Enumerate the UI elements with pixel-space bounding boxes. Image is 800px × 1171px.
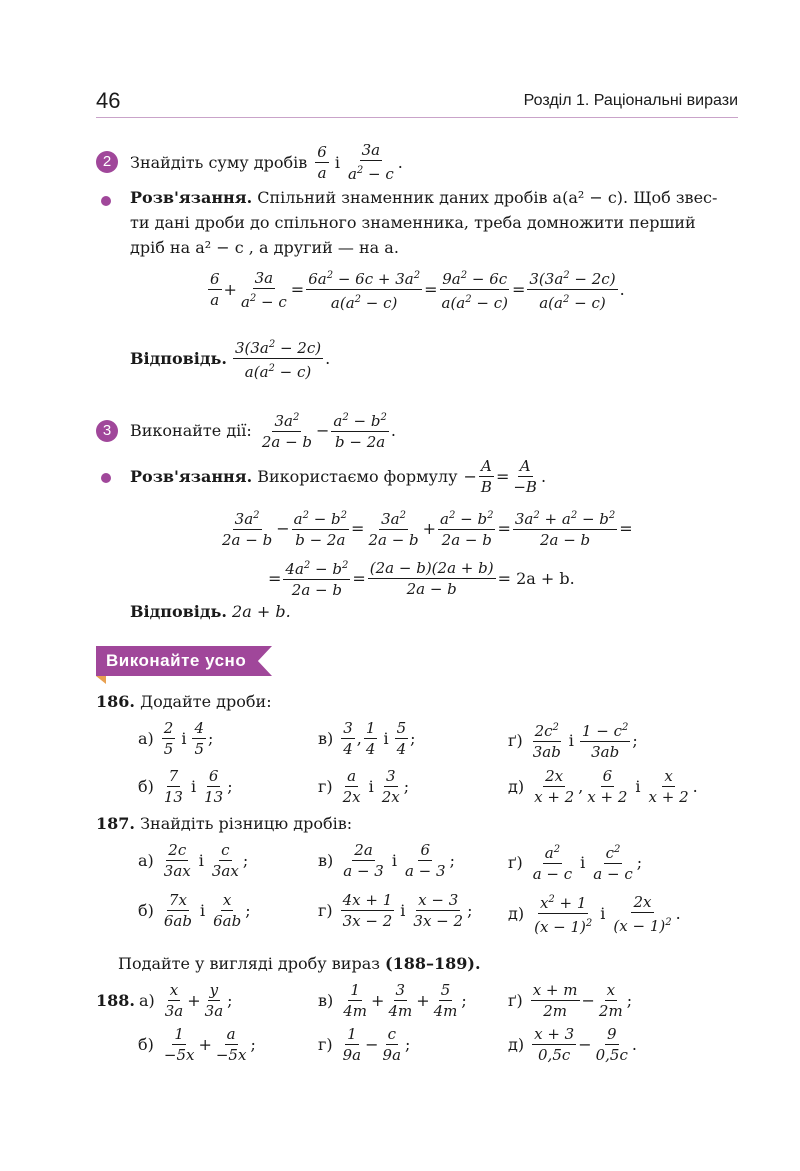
p188-a: 188. а) $\frac{x}{3a}$ + $\frac{y}{3a}$ ; — [96, 981, 233, 1020]
p186-d: д) $\frac{2x}{x + 2}$ , $\frac{6}{x + 2}$ і $\frac{x}{x + 2}$ . — [508, 767, 698, 806]
problem-text: Додайте дроби: — [140, 692, 272, 711]
p188-ge: ґ) $\frac{x + m}{2m}$ − $\frac{x}{2m}$ ; — [508, 981, 633, 1020]
p187-ge: ґ) $\frac{a^2}{a - c}$ і $\frac{c^2}{a - c}$ ; — [508, 840, 642, 884]
ex3-task-text: Виконайте дії: — [130, 420, 252, 440]
p188-g: г) $\frac{1}{9a}$ − $\frac{c}{9a}$ ; — [318, 1025, 411, 1064]
p187-v: в) $\frac{2a}{a - 3}$ і $\frac{6}{a - 3}$ ; — [318, 841, 455, 880]
intro-text: Подайте у вигляді дробу вираз — [118, 954, 380, 973]
p187-d: д) $\frac{x^2 + 1}{(x - 1)^2}$ і $\frac{2x}{(x - 1)^2}$ . — [508, 890, 681, 937]
fraction: $\frac{3a}{a^2 - c}$ — [347, 141, 394, 183]
section-title: Розділ 1. Раціональні вирази — [523, 92, 738, 109]
p188-v: в) $\frac{1}{4m}$ + $\frac{3}{4m}$ + $\frac{5}{4m}$ ; — [318, 981, 467, 1020]
problem-text: Знайдіть різницю дробів: — [140, 814, 353, 833]
problem-number: 188. — [96, 991, 135, 1010]
ex2-solution-line2: ти дані дроби до спільного знаменника, треба домножити перший — [130, 213, 696, 232]
header-divider — [96, 117, 738, 118]
page-number: 46 — [96, 88, 121, 113]
p187-b: б) $\frac{7x}{6ab}$ і $\frac{x}{6ab}$ ; — [138, 891, 251, 930]
solution-label: Розв'язання. — [130, 467, 253, 486]
p186-v: в) $\frac{3}{4}$ , $\frac{1}{4}$ і $\frac{5}{4}$ ; — [318, 719, 416, 758]
answer-label: Відповідь. — [130, 602, 227, 621]
banner-title: Виконайте усно — [106, 651, 247, 670]
example-badge-3: 3 — [96, 420, 118, 442]
answer-label: Відповідь. — [130, 349, 227, 368]
p186-a: а) $\frac{2}{5}$ і $\frac{4}{5}$ ; — [138, 719, 214, 758]
solution-bullet — [101, 473, 111, 483]
banner-tab — [96, 676, 106, 684]
problem-number: 186. — [96, 692, 135, 711]
p188-b: б) $\frac{1}{-5x}$ + $\frac{a}{-5x}$ ; — [138, 1025, 256, 1064]
problem-187-title — [96, 812, 352, 836]
solution-text: Використаємо формулу — [257, 467, 458, 486]
p186-g: г) $\frac{a}{2x}$ і $\frac{3}{2x}$ ; — [318, 767, 410, 806]
ex2-task: Знайдіть суму дробів $\frac{6}{a}$ і $\frac{3a}{a^2 - c}$ . — [130, 141, 403, 183]
intro-range: (188–189). — [385, 954, 481, 973]
conjunction: і — [334, 152, 340, 172]
p187-g: г) $\frac{4x + 1}{3x - 2}$ і $\frac{x - 3}{3x - 2}$ ; — [318, 891, 473, 930]
ex3-task: Виконайте дії: $\frac{3a^2}{2a - b}$ − $\frac{a^2 - b^2}{b - 2a}$ . — [130, 408, 396, 452]
problem-number: 187. — [96, 814, 135, 833]
p187-a: а) $\frac{2c}{3ax}$ і $\frac{c}{3ax}$ ; — [138, 841, 249, 880]
ex2-task-text: Знайдіть суму дробів — [130, 152, 308, 172]
fraction: $\frac{6}{a}$ — [317, 142, 327, 182]
p186-ge: ґ) $\frac{2c^2}{3ab}$ і $\frac{1 - c^2}{3ab}$ ; — [508, 718, 638, 762]
ex2-answer: Відповідь. $\frac{3(3a^2 - 2c)}{a(a^2 - c)}$ . — [130, 335, 330, 382]
intro-188-189 — [118, 952, 481, 976]
solution-text: Спільний знаменник даних дробів a(a² − c). Щоб звес- — [257, 188, 718, 207]
solution-label: Розв'язання. — [130, 188, 253, 207]
ex2-solution-line3: дріб на a² − c , а другий — на a. — [130, 238, 399, 257]
problem-186-title — [96, 690, 272, 714]
ex2-solution-line1 — [130, 186, 717, 210]
ex3-equation-line2: = $\frac{4a^2 - b^2}{2a - b}$ = $\frac{(2a - b)(2a + b)}{2a - b}$ = 2a + b. — [268, 556, 575, 600]
ex2-equation: $\frac{6}{a}$ + $\frac{3a}{a^2 - c}$ = $\frac{6a^2 - 6c + 3a^2}{a(a^2 - c)}$ = $\frac{9a^2 - 6c}{a(a^2 - c)}$ = $\frac{3(3a^2 - 2c)}{a(a^2 - c)}$ . — [206, 266, 625, 313]
ex3-equation-line1: $\frac{3a^2}{2a - b}$ − $\frac{a^2 - b^2}{b - 2a}$ = $\frac{3a^2}{2a - b}$ + $\frac{a^2 - b^2}{2a - b}$ = $\frac{3a^2 + a^2 - b^2}{2a - b}$ = — [218, 506, 633, 550]
example-badge-2: 2 — [96, 151, 118, 173]
solution-bullet — [101, 196, 111, 206]
ex3-solution: Розв'язання. Використаємо формулу − $\frac{A}{B}$ = $\frac{A}{-B}$ . — [130, 457, 547, 496]
p186-b: б) $\frac{7}{13}$ і $\frac{6}{13}$ ; — [138, 767, 233, 806]
answer-value: 2a + b. — [232, 602, 291, 621]
ex3-answer — [130, 600, 291, 624]
p188-d: д) $\frac{x + 3}{0,5c}$ − $\frac{9}{0,5c}$ . — [508, 1025, 637, 1064]
